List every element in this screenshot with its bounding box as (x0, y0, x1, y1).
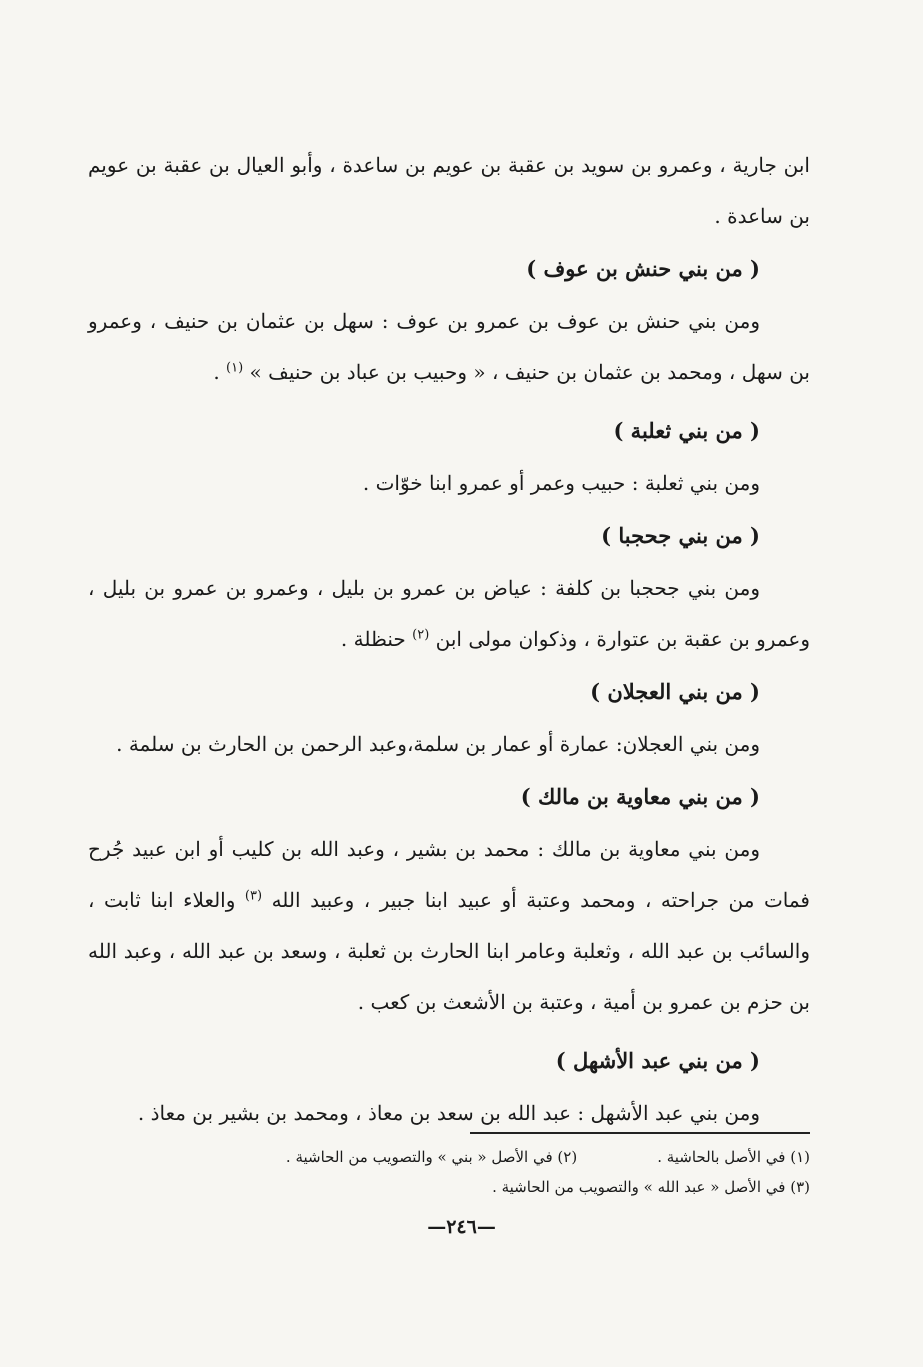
paragraph-bani-ajlan-text: ومن بني العجلان: عمارة أو عمار بن سلمة،وعبد الرحمن بن الحارث بن سلمة . (116, 732, 760, 756)
paragraph-bani-muawiya-text: ومن بني معاوية بن مالك : محمد بن بشير ، وعبد الله بن كليب أو ابن عبيد جُرح فمات من جراحته ، ومحمد وعتبة أو عبيد ابنا جبير ، وعبيد الله (88, 837, 810, 912)
paragraph-bani-hanash-tail: . (213, 360, 220, 384)
footnote-mark-2[interactable]: (٢) (412, 627, 430, 643)
paragraph-bani-muawiya-tail: والعلاء ابنا ثابت ، والسائب بن عبد الله ، وثعلبة وعامر ابنا الحارث بن ثعلبة ، وسعد بن عبد الله ، وعبد الله بن حزم بن عمرو بن أمية ، وعتبة بن الأشعث بن كعب . (88, 888, 810, 1014)
footnotes-row-2 (140, 1172, 810, 1202)
paragraph-bani-thaalaba (88, 458, 810, 509)
paragraph-bani-hanash-text: ومن بني حنش بن عوف بن عمرو بن عوف : سهل بن عثمان بن حنيف ، وعمرو بن سهل ، ومحمد بن عثمان بن حنيف ، « وحبيب بن عباد بن حنيف » (88, 309, 810, 384)
footnotes-row-1 (140, 1142, 810, 1172)
footnote-mark-1[interactable]: (١) (226, 360, 244, 376)
paragraph-bani-jahjaba (88, 563, 810, 665)
main-text (88, 140, 810, 1139)
paragraph-1 (88, 140, 810, 242)
footnote-mark-3[interactable]: (٣) (244, 888, 263, 904)
paragraph-bani-ajlan (88, 719, 810, 770)
heading-bani-muawiya: ( من بني معاوية بن مالك ) (520, 784, 760, 809)
paragraph-bani-hanash (88, 296, 810, 398)
footnote-2: (٢) في الأصل « بني » والتصويب من الحاشية . (285, 1148, 578, 1166)
paragraph-bani-thaalaba-text: ومن بني ثعلبة : حبيب وعمر أو عمرو ابنا خوّات . (362, 471, 760, 495)
heading-bani-jahjaba: ( من بني جحجبا ) (601, 523, 760, 548)
page-number: —٢٤٦— (427, 1216, 496, 1238)
footnote-3: (٣) في الأصل « عبد الله » والتصويب من الحاشية . (492, 1178, 810, 1196)
paragraph-bani-abd-al-ashhal-text: ومن بني عبد الأشهل : عبد الله بن سعد بن معاذ ، ومحمد بن بشير بن معاذ . (137, 1101, 760, 1125)
heading-bani-abd-al-ashhal: ( من بني عبد الأشهل ) (555, 1048, 760, 1073)
heading-bani-thaalaba: ( من بني ثعلبة ) (613, 418, 760, 443)
footnote-1: (١) في الأصل بالحاشية . (657, 1148, 810, 1166)
heading-bani-hanash: ( من بني حنش بن عوف ) (526, 256, 760, 281)
paragraph-1-text: ابن جارية ، وعمرو بن سويد بن عقبة بن عويم بن ساعدة ، وأبو العيال بن عقبة بن عويم بن ساعدة . (88, 153, 810, 228)
footnote-divider (470, 1132, 810, 1134)
heading-bani-ajlan: ( من بني العجلان ) (590, 679, 760, 704)
paragraph-bani-jahjaba-tail: حنظلة . (340, 627, 406, 651)
paragraph-bani-muawiya (88, 824, 810, 1028)
paragraph-bani-jahjaba-text: ومن بني جحجبا بن كلفة : عياض بن عمرو بن بليل ، وعمرو بن عمرو بن بليل ، وعمرو بن عقبة بن عتوارة ، وذكوان مولى ابن (88, 576, 810, 651)
footnotes (140, 1142, 810, 1202)
